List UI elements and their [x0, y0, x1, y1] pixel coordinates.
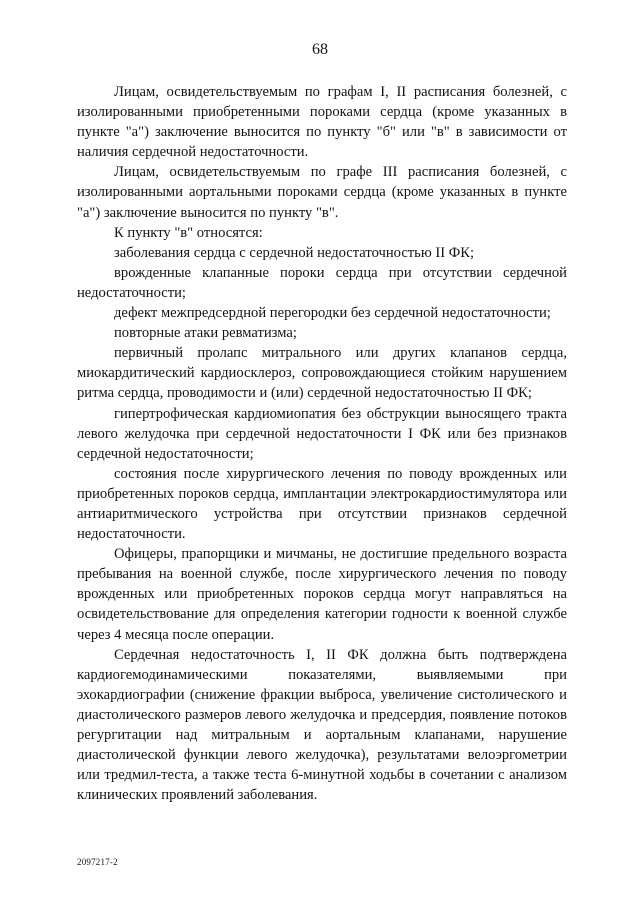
list-item: дефект межпредсердной перегородки без сердечной недостаточности; [114, 305, 551, 322]
paragraph: Сердечная недостаточность I, II ФК должна быть подтверждена кардиогемодинамическими показателями, выявляемыми при эхокардиографии (снижение фракции выброса, увеличение систолического и диастолического размеров левого желудочка и предсердия, появление потоков регургитации над митральным и аортальным клапанами, нарушение диастолической функции левого желудочка), результатами велоэргометрии или тредмил-теста, а также теста 6-минутной ходьбы в сочетании с анализом клинических проявлений заболевания. [77, 646, 567, 804]
list-item: врожденные клапанные пороки сердца при отсутствии сердечной недостаточности; [77, 264, 567, 301]
page-number: 68 [312, 41, 328, 58]
paragraph: Лицам, освидетельствуемым по графе III расписания болезней, с изолированными аортальными пороками сердца (кроме указанных в пункте "а") заключение выносится по пункту "в". [77, 164, 567, 221]
list-item: заболевания сердца с сердечной недостаточностью II ФК; [114, 244, 475, 261]
paragraph: Офицеры, прапорщики и мичманы, не достигшие предельного возраста пребывания на военной службе, после хирургического лечения по поводу врожденных или приобретенных пороков сердца могут направляться на освидетельствование для определения категории годности к военной службе через 4 месяца после операции. [77, 546, 567, 643]
list-item: состояния после хирургического лечения по поводу врожденных или приобретенных пороков сердца, имплантации электрокардиостимулятора или антиаритмического устройства при отсутствии признаков сердечной недостаточности. [77, 465, 567, 543]
list-item: повторные атаки ревматизма; [114, 325, 297, 342]
list-item: первичный пролапс митрального или других клапанов сердца, миокардитический кардиосклероз, сопровождающиеся стойким нарушением ритма сердца, проводимости и (или) сердечной недостаточностью II ФК; [77, 345, 567, 402]
document-code: 2097217-2 [77, 857, 118, 867]
list-item: гипертрофическая кардиомиопатия без обструкции выносящего тракта левого желудочка при сердечной недостаточности I ФК или без признаков сердечной недостаточности; [77, 405, 567, 462]
document-body [77, 82, 567, 805]
paragraph: К пункту "в" относятся: [114, 224, 263, 241]
paragraph: Лицам, освидетельствуемым по графам I, II расписания болезней, с изолированными приобретенными пороками сердца (кроме указанных в пункте "а") заключение выносится по пункту "б" или "в" в зависимости от наличия сердечной недостаточности. [77, 84, 567, 161]
